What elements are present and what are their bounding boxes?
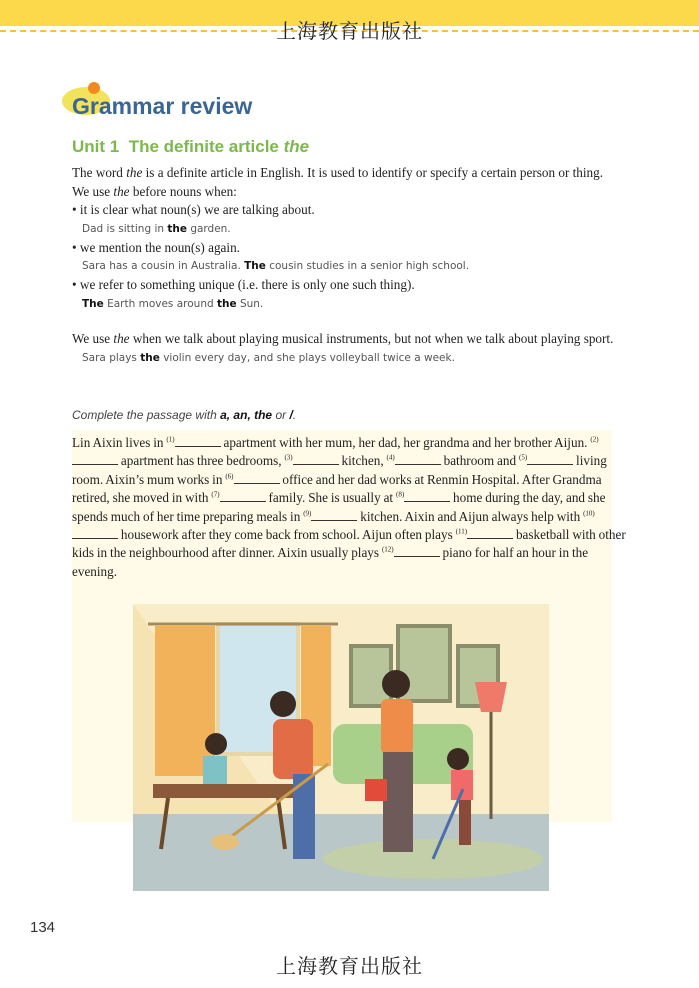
page-number: 134 bbox=[30, 919, 56, 936]
blank-number: (12) bbox=[381, 546, 394, 555]
answer-blank-4[interactable] bbox=[395, 454, 441, 465]
text: Complete the passage with bbox=[72, 408, 221, 422]
passage-text: basketball with other kids in the neighbourhood after dinner. Aixin usually plays bbox=[72, 527, 626, 561]
text: is a definite article in English. It is used to identify or specify a certain person or thing. bbox=[142, 165, 604, 180]
example-article: the bbox=[140, 351, 160, 364]
rule-example bbox=[72, 220, 617, 239]
text: We use bbox=[72, 183, 114, 199]
answer-blank-11[interactable] bbox=[467, 528, 513, 539]
unit-heading bbox=[72, 137, 309, 157]
text: or bbox=[272, 408, 290, 422]
rules-list bbox=[72, 201, 617, 314]
blank-number: (6) bbox=[225, 472, 234, 481]
text-em: the bbox=[113, 183, 130, 199]
blank-number: (2) bbox=[590, 435, 599, 444]
text: We use bbox=[72, 330, 114, 346]
section-title: Grammar review bbox=[72, 93, 253, 119]
example-article: The bbox=[82, 297, 104, 310]
passage-text: living room. Aixin’s mum works in bbox=[72, 453, 607, 487]
intro-p2 bbox=[72, 183, 617, 202]
passage-text: kitchen. Aixin and Aijun always help with bbox=[357, 508, 584, 524]
passage-text: piano for half an hour in the evening. bbox=[72, 545, 589, 579]
passage-text: housework after they come back from school. Aijun often plays bbox=[118, 527, 456, 543]
passage-text: home during the day, and she spends much of her time preparing meals in bbox=[72, 490, 606, 524]
example-article: The bbox=[244, 260, 266, 273]
text: when we talk about playing musical instruments, but not when we talk about playing sport. bbox=[129, 330, 614, 346]
publisher-watermark-top: 上海教育出版社 bbox=[276, 19, 423, 43]
blank-number: (10) bbox=[583, 509, 595, 518]
answer-blank-7[interactable] bbox=[220, 491, 266, 502]
intro-p1 bbox=[72, 164, 617, 183]
example-text: Earth moves around bbox=[103, 297, 217, 310]
intro-text bbox=[72, 164, 617, 368]
answer-blank-6[interactable] bbox=[234, 473, 280, 484]
passage-text: office and her dad works at Renmin Hospital. After Grandma retired, she moved in with bbox=[72, 471, 602, 506]
example-text: Sara plays bbox=[82, 351, 141, 364]
answer-blank-1[interactable] bbox=[175, 436, 221, 447]
exercise-instruction bbox=[72, 408, 296, 422]
unit-label: Unit 1 bbox=[72, 137, 120, 156]
rule-text: we refer to something unique (i.e. there is only one such thing). bbox=[79, 277, 415, 293]
passage-text: apartment with her mum, her dad, her grandma and her brother Aijun. bbox=[220, 435, 591, 450]
family-housework-illustration bbox=[133, 604, 549, 891]
blank-number: (4) bbox=[386, 454, 395, 463]
text: . bbox=[292, 408, 297, 422]
rule-item: • it is clear what noun(s) we are talking about. bbox=[72, 202, 315, 218]
music-rule bbox=[72, 330, 617, 349]
passage-text: apartment has three bedrooms, bbox=[118, 453, 285, 469]
example-text: Dad is sitting in bbox=[82, 222, 168, 235]
example-text: Sara has a cousin in Australia. bbox=[82, 260, 245, 273]
blank-number: (1) bbox=[166, 435, 175, 444]
answer-blank-8[interactable] bbox=[404, 491, 450, 502]
music-example bbox=[72, 349, 617, 368]
blank-number: (9) bbox=[303, 509, 312, 518]
answer-blank-5[interactable] bbox=[527, 454, 573, 465]
rule-item: • we mention the noun(s) again. bbox=[72, 239, 240, 255]
example-text: cousin studies in a senior high school. bbox=[265, 260, 470, 273]
example-text: violin every day, and she plays volleyball twice a week. bbox=[159, 351, 455, 364]
answer-blank-12[interactable] bbox=[394, 546, 440, 557]
option-slash: / bbox=[289, 408, 293, 422]
answer-blank-9[interactable] bbox=[311, 510, 357, 521]
rule-example bbox=[72, 257, 617, 276]
blank-number: (5) bbox=[518, 454, 528, 463]
blank-number: (8) bbox=[395, 490, 405, 499]
example-text: garden. bbox=[186, 222, 231, 235]
example-article: the bbox=[217, 297, 237, 310]
text: before nouns when: bbox=[129, 183, 237, 199]
example-article: the bbox=[167, 222, 187, 235]
rule-text: it is clear what noun(s) we are talking about. bbox=[79, 202, 315, 218]
options: a, an, the bbox=[220, 408, 273, 422]
passage-text: bathroom and bbox=[440, 453, 519, 469]
text: The word bbox=[72, 165, 127, 180]
unit-topic-em: the bbox=[283, 137, 310, 156]
passage-text: kitchen, bbox=[338, 453, 387, 469]
answer-blank-3[interactable] bbox=[293, 454, 339, 465]
answer-blank-10[interactable] bbox=[72, 528, 118, 539]
passage-text: Lin Aixin lives in bbox=[72, 435, 167, 450]
passage-text: family. She is usually at bbox=[265, 490, 396, 506]
cloze-passage bbox=[72, 434, 628, 581]
example-text: Sun. bbox=[236, 297, 264, 310]
text-em: the bbox=[126, 165, 143, 180]
blank-number: (7) bbox=[211, 490, 220, 499]
text-em: the bbox=[113, 330, 130, 346]
rule-item: • we refer to something unique (i.e. there is only one such thing). bbox=[72, 277, 415, 293]
publisher-watermark-bottom: 上海教育出版社 bbox=[276, 954, 423, 978]
answer-blank-2[interactable] bbox=[72, 454, 118, 465]
blank-number: (3) bbox=[284, 454, 293, 463]
unit-topic: The definite article bbox=[128, 137, 284, 156]
rule-example bbox=[72, 295, 617, 314]
blank-number: (11) bbox=[455, 527, 468, 536]
rule-text: we mention the noun(s) again. bbox=[79, 239, 240, 255]
